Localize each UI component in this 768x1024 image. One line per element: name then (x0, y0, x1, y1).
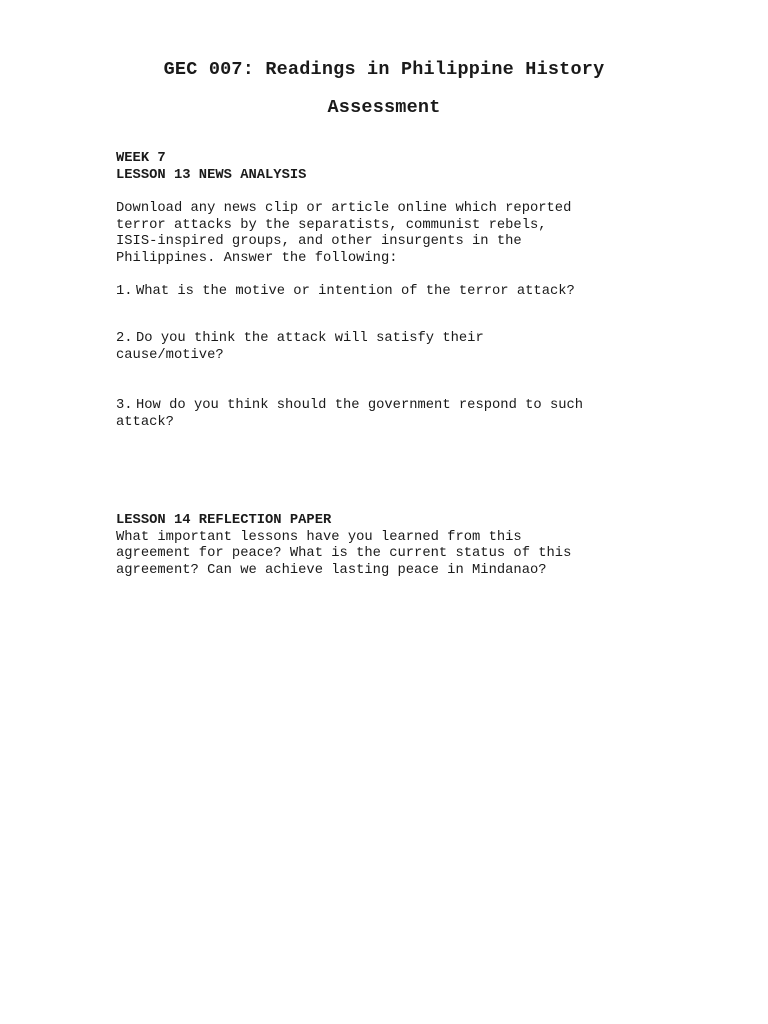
instruction-line: terror attacks by the separatists, communist rebels, (116, 217, 547, 233)
question-text-continued: attack? (116, 414, 174, 430)
question-2 (116, 331, 676, 364)
instruction-line: Philippines. Answer the following: (116, 250, 398, 266)
question-text: How do you think should the government respond to such (136, 398, 584, 413)
lesson14-line: What important lessons have you learned from this (116, 529, 522, 545)
question-1 (116, 284, 676, 301)
lesson13-heading: LESSON 13 NEWS ANALYSIS (116, 167, 307, 183)
instruction-line: ISIS-inspired groups, and other insurgents in the (116, 234, 522, 250)
question-text: Do you think the attack will satisfy their (136, 331, 484, 346)
question-text-continued: cause/motive? (116, 347, 224, 363)
document-subtitle: Assessment (327, 97, 441, 118)
lesson14-line: agreement for peace? What is the current status of this (116, 546, 572, 562)
question-text: What is the motive or intention of the terror attack? (136, 284, 575, 299)
week-heading-block (116, 151, 676, 184)
question-number: 2. (116, 331, 133, 346)
question-3 (116, 398, 676, 431)
document-title: GEC 007: Readings in Philippine History (163, 59, 605, 80)
lesson14-line: agreement? Can we achieve lasting peace in Mindanao? (116, 562, 547, 578)
week-label: WEEK 7 (116, 151, 166, 166)
instruction-line: Download any news clip or article online which reported (116, 201, 572, 216)
question-number: 3. (116, 398, 133, 413)
lesson14-heading: LESSON 14 REFLECTION PAPER (116, 513, 332, 528)
lesson13-instructions (116, 201, 676, 267)
lesson14-block (116, 513, 676, 579)
question-number: 1. (116, 284, 133, 299)
